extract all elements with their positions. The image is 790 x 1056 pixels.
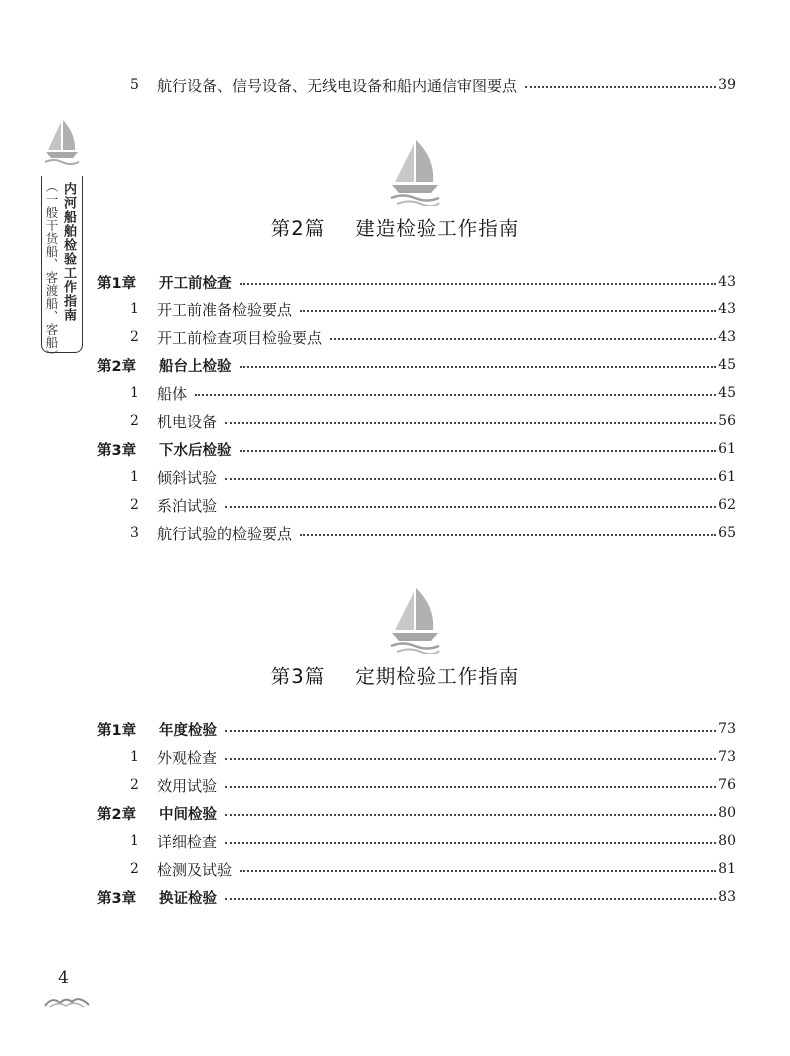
section-number: 1 (130, 469, 139, 485)
page-ref: 83 (718, 889, 736, 905)
section-title: 机电设备 (157, 412, 218, 431)
toc-chapter (97, 885, 736, 909)
chapter-title: 中间检验 (159, 806, 217, 823)
section-title: 详细检查 (157, 832, 218, 851)
part-name: 定期检验工作指南 (355, 665, 520, 688)
dot-leader (225, 758, 716, 760)
section-title: 航行试验的检验要点 (157, 524, 293, 543)
section-number: 1 (130, 385, 139, 401)
toc-section (130, 521, 736, 545)
page-ref: 61 (718, 441, 736, 457)
side-title-sub: （一般干货船、客渡船、客船） (44, 180, 59, 362)
dot-leader (225, 814, 716, 816)
section-title: 效用试验 (157, 776, 218, 795)
chapter-number: 第2章 (97, 358, 137, 375)
dot-leader (225, 422, 716, 424)
toc-section (130, 857, 736, 881)
chapter-title: 开工前检查 (159, 275, 232, 292)
page-ref: 80 (718, 805, 736, 821)
dot-leader (240, 366, 717, 368)
dot-leader (225, 786, 716, 788)
dot-leader (240, 870, 716, 872)
side-title-main: 内河船舶检验工作指南 (61, 182, 76, 322)
section-title: 开工前准备检验要点 (157, 300, 293, 319)
chapter-number: 第3章 (97, 442, 137, 459)
dot-leader (225, 730, 716, 732)
toc-section (130, 297, 736, 321)
chapter-title: 下水后检验 (159, 442, 232, 459)
toc-entry-title: 航行设备、信号设备、无线电设备和船内通信审图要点 (157, 76, 518, 95)
page-ref: 65 (718, 525, 736, 541)
toc-section (130, 493, 736, 517)
chapter-number: 第1章 (97, 275, 137, 292)
toc-chapter (97, 437, 736, 461)
page-ref: 80 (718, 833, 736, 849)
sailboat-icon (387, 138, 443, 206)
chapter-title: 船台上检验 (159, 358, 232, 375)
toc-entry-page: 39 (718, 77, 736, 93)
section-title: 外观检查 (157, 748, 218, 767)
dot-leader (225, 506, 716, 508)
chapter-number: 第1章 (97, 722, 137, 739)
section-number: 1 (130, 301, 139, 317)
part-title (0, 661, 790, 689)
toc-entry-number: 5 (130, 77, 139, 93)
part-number: 第3篇 (270, 665, 326, 688)
page-ref: 43 (718, 301, 736, 317)
sailboat-icon (387, 586, 443, 654)
dot-leader (330, 338, 716, 340)
dot-leader (525, 86, 716, 88)
part-name: 建造检验工作指南 (355, 217, 520, 240)
chapter-number: 第2章 (97, 806, 137, 823)
part-number: 第2篇 (270, 217, 326, 240)
section-number: 2 (130, 777, 139, 793)
section-title: 船体 (157, 384, 188, 403)
toc-section (130, 773, 736, 797)
chapter-number: 第3章 (97, 890, 137, 907)
dot-leader (300, 310, 716, 312)
page-ref: 43 (718, 274, 736, 290)
dot-leader (195, 394, 716, 396)
part-title (0, 213, 790, 241)
page-ref: 81 (718, 861, 736, 877)
page-ref: 56 (718, 413, 736, 429)
toc-section (130, 829, 736, 853)
section-title: 开工前检查项目检验要点 (157, 328, 323, 347)
dot-leader (225, 898, 716, 900)
section-title: 系泊试验 (157, 496, 218, 515)
page-ref: 45 (718, 357, 736, 373)
sailboat-icon (42, 118, 82, 168)
dot-leader (225, 478, 716, 480)
toc-chapter (97, 717, 736, 741)
toc-section (130, 745, 736, 769)
section-number: 2 (130, 329, 139, 345)
section-number: 1 (130, 833, 139, 849)
page-number: 4 (58, 968, 69, 988)
toc-section (130, 409, 736, 433)
page-ref: 62 (718, 497, 736, 513)
page-ref: 61 (718, 469, 736, 485)
page-ref: 73 (718, 721, 736, 737)
section-title: 检测及试验 (157, 860, 233, 879)
section-title: 倾斜试验 (157, 468, 218, 487)
toc-chapter (97, 801, 736, 825)
toc-entry-top (130, 73, 736, 97)
chapter-title: 换证检验 (159, 890, 217, 907)
section-number: 3 (130, 525, 139, 541)
chapter-title: 年度检验 (159, 722, 217, 739)
page-ref: 73 (718, 749, 736, 765)
page-ref: 45 (718, 385, 736, 401)
dot-leader (225, 842, 716, 844)
toc-section (130, 381, 736, 405)
section-number: 2 (130, 861, 139, 877)
toc-chapter (97, 353, 736, 377)
dot-leader (300, 534, 716, 536)
section-number: 1 (130, 749, 139, 765)
section-number: 2 (130, 413, 139, 429)
wave-icon (44, 994, 90, 1008)
page-ref: 76 (718, 777, 736, 793)
dot-leader (240, 283, 717, 285)
section-number: 2 (130, 497, 139, 513)
page-ref: 43 (718, 329, 736, 345)
dot-leader (240, 450, 717, 452)
toc-section (130, 465, 736, 489)
toc-section (130, 325, 736, 349)
toc-chapter (97, 270, 736, 294)
